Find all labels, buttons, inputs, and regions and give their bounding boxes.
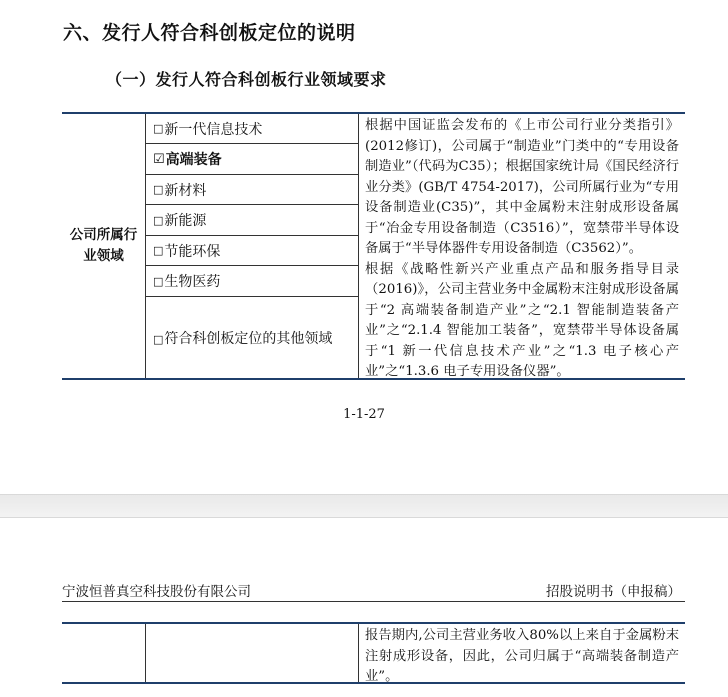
option-label: 高端装备	[165, 152, 222, 168]
option-label: 生物医药	[164, 274, 221, 290]
company-name: 宁波恒普真空科技股份有限公司	[62, 584, 251, 600]
option-row	[146, 175, 358, 205]
option-label: 符合科创板定位的其他领域	[164, 331, 333, 347]
option-label: 新能源	[164, 213, 207, 229]
section-heading: 六、发行人符合科创板定位的说明	[63, 22, 356, 44]
checkbox-icon: □	[153, 183, 164, 196]
option-row	[146, 205, 358, 236]
option-row	[146, 114, 358, 144]
option-row	[146, 236, 358, 266]
options-column	[146, 114, 359, 378]
industry-table-continued	[62, 622, 685, 684]
checkbox-icon: □	[153, 213, 164, 227]
document-title: 招股说明书（申报稿）	[546, 584, 681, 600]
page-separator	[0, 494, 728, 518]
checkbox-icon: □	[153, 274, 164, 288]
empty-cell	[62, 624, 146, 682]
description-cell: 报告期内,公司主营业务收入80%以上来自于金属粉末注射成形设备，因此，公司归属于“高端装备制造产业”。	[365, 628, 679, 684]
table-label: 公司所属行业领域	[69, 227, 138, 264]
checkbox-icon: □	[153, 244, 164, 257]
subsection-heading: （一）发行人符合科创板行业领域要求	[106, 70, 387, 89]
page-header	[62, 580, 685, 602]
industry-table	[62, 112, 685, 380]
option-label: 节能环保	[164, 243, 221, 260]
option-row	[146, 297, 358, 382]
page-number: 1-1-27	[343, 407, 385, 422]
option-label: 新材料	[164, 182, 207, 199]
option-row-checked	[146, 144, 358, 175]
description-paragraph: 根据中国证监会发布的《上市公司行业分类指引》(2012修订)，公司属于“制造业”门类中的“专用设备制造业”（代码为C35）；根据国家统计局《国民经济行业分类》(GB/T 4754-2017)，公司所属行业为“专用设备制造业(C35)”，其中金属粉末注射成形设备属于“冶金专用设备制造（C3516）”，宽禁带半导体设备属于“半导体器件专用设备制造（C3562）”。	[365, 118, 679, 256]
checkbox-icon: □	[153, 122, 164, 135]
description-paragraph: 根据《战略性新兴产业重点产品和服务指导目录（2016)》，公司主营业务中金属粉末注射成形设备属于“2 高端装备制造产业”之“2.1 智能制造装备产业”之“2.1.4 智能加工装备”，宽禁带半导体设备属于“1 新一代信息技术产业”之“1.3 电子核心产业”之“1.3.6 电子专用设备仪器”。	[365, 261, 679, 379]
checked-checkbox-icon: ☑	[153, 151, 165, 167]
checkbox-icon: □	[153, 333, 164, 346]
option-row	[146, 266, 358, 297]
table-label-cell	[62, 114, 146, 378]
empty-cell	[146, 624, 359, 682]
description-cell	[359, 114, 685, 378]
document-page-2	[0, 518, 728, 697]
option-label: 新一代信息技术	[164, 121, 263, 138]
